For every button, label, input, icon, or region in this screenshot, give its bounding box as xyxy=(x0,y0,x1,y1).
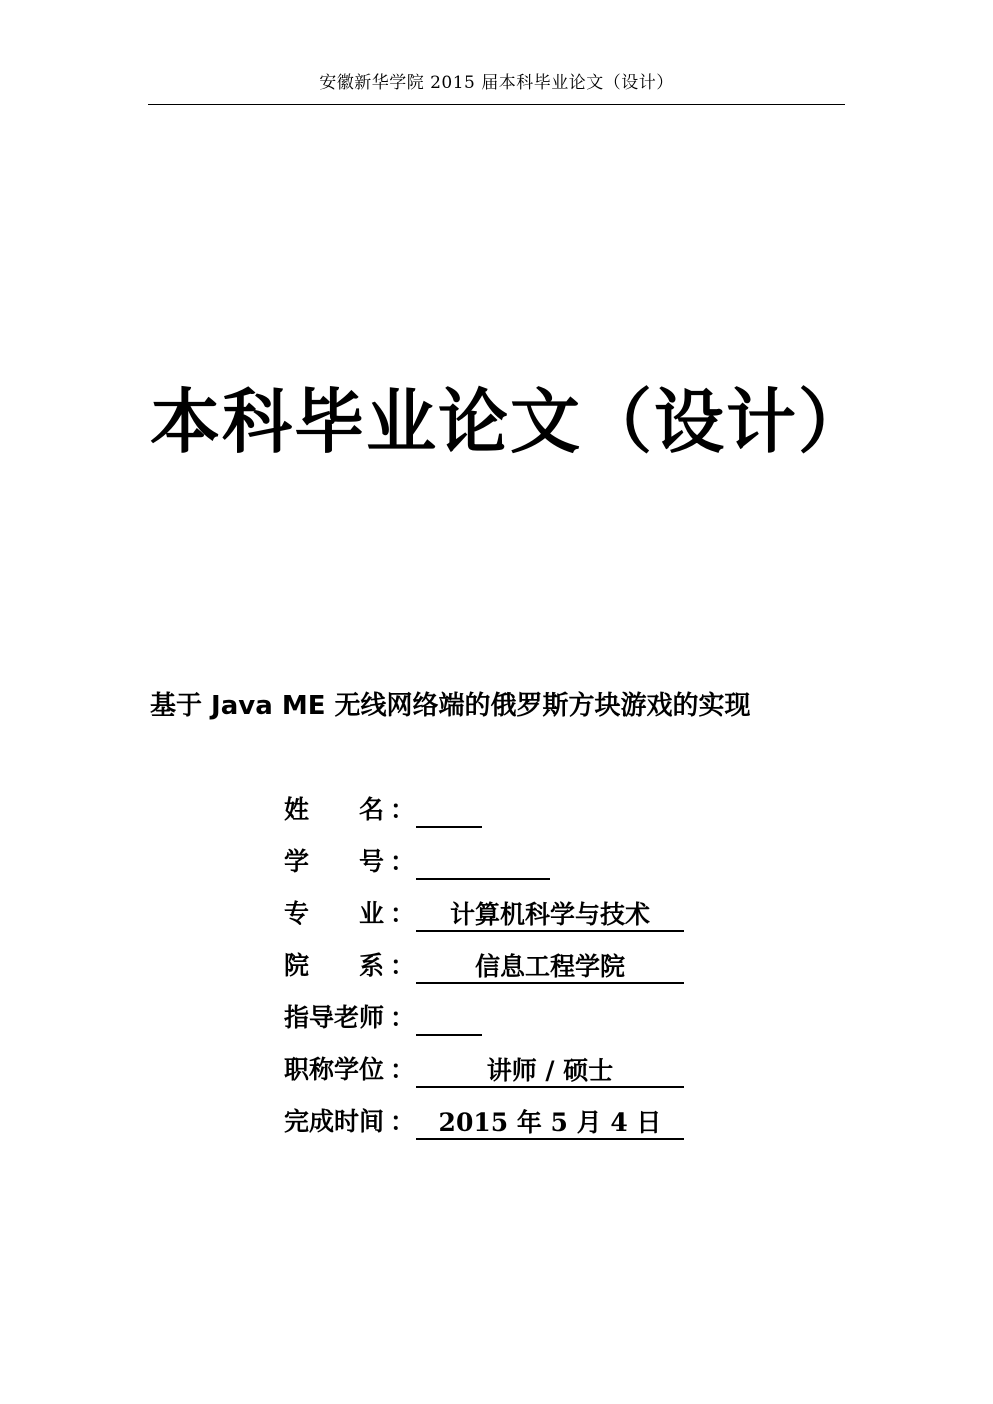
student-id-label-char-1: 学 xyxy=(284,847,310,876)
advisor-value xyxy=(416,1004,482,1036)
department-colon: ： xyxy=(390,951,416,980)
title-degree-colon: ： xyxy=(390,1055,416,1084)
info-row-completion-time xyxy=(284,1102,704,1154)
major-colon: ： xyxy=(390,899,416,928)
title-degree-label: 职称学位 xyxy=(284,1055,385,1084)
name-colon: ： xyxy=(390,795,416,824)
running-header: 安徽新华学院 2015 届本科毕业论文（设计） xyxy=(319,73,674,93)
advisor-label: 指导老师 xyxy=(284,1003,385,1032)
info-row-advisor xyxy=(284,998,704,1050)
department-value: 信息工程学院 xyxy=(416,952,684,984)
info-row-student-id xyxy=(284,842,704,894)
department-label-char-2: 系 xyxy=(358,951,384,980)
completion-time-value: 2015 年 5 月 4 日 xyxy=(416,1108,684,1140)
completion-time-colon: ： xyxy=(390,1107,416,1136)
title-degree-value: 讲师 / 硕士 xyxy=(416,1056,684,1088)
student-id-label-char-2: 号 xyxy=(358,847,384,876)
name-label-char-1: 姓 xyxy=(284,795,310,824)
info-row-name xyxy=(284,790,704,842)
info-row-department xyxy=(284,946,704,998)
advisor-colon: ： xyxy=(390,1003,416,1032)
name-label xyxy=(284,790,384,830)
name-value xyxy=(416,796,482,828)
major-label-char-2: 业 xyxy=(358,899,384,928)
thesis-title: 基于 Java ME 无线网络端的俄罗斯方块游戏的实现 xyxy=(150,691,751,721)
department-label-char-1: 院 xyxy=(284,951,310,980)
student-id-label xyxy=(284,842,384,882)
cover-main-title: 本科毕业论文（设计） xyxy=(150,380,870,463)
info-row-title-degree xyxy=(284,1050,704,1102)
cover-info-block xyxy=(284,790,704,1154)
info-row-major xyxy=(284,894,704,946)
completion-time-label: 完成时间 xyxy=(284,1107,385,1136)
student-id-value xyxy=(416,848,550,880)
major-label-char-1: 专 xyxy=(284,899,310,928)
department-label xyxy=(284,946,384,986)
major-label xyxy=(284,894,384,934)
header-divider xyxy=(148,104,845,105)
student-id-colon: ： xyxy=(390,847,416,876)
name-label-char-2: 名 xyxy=(358,795,384,824)
major-value: 计算机科学与技术 xyxy=(416,900,684,932)
